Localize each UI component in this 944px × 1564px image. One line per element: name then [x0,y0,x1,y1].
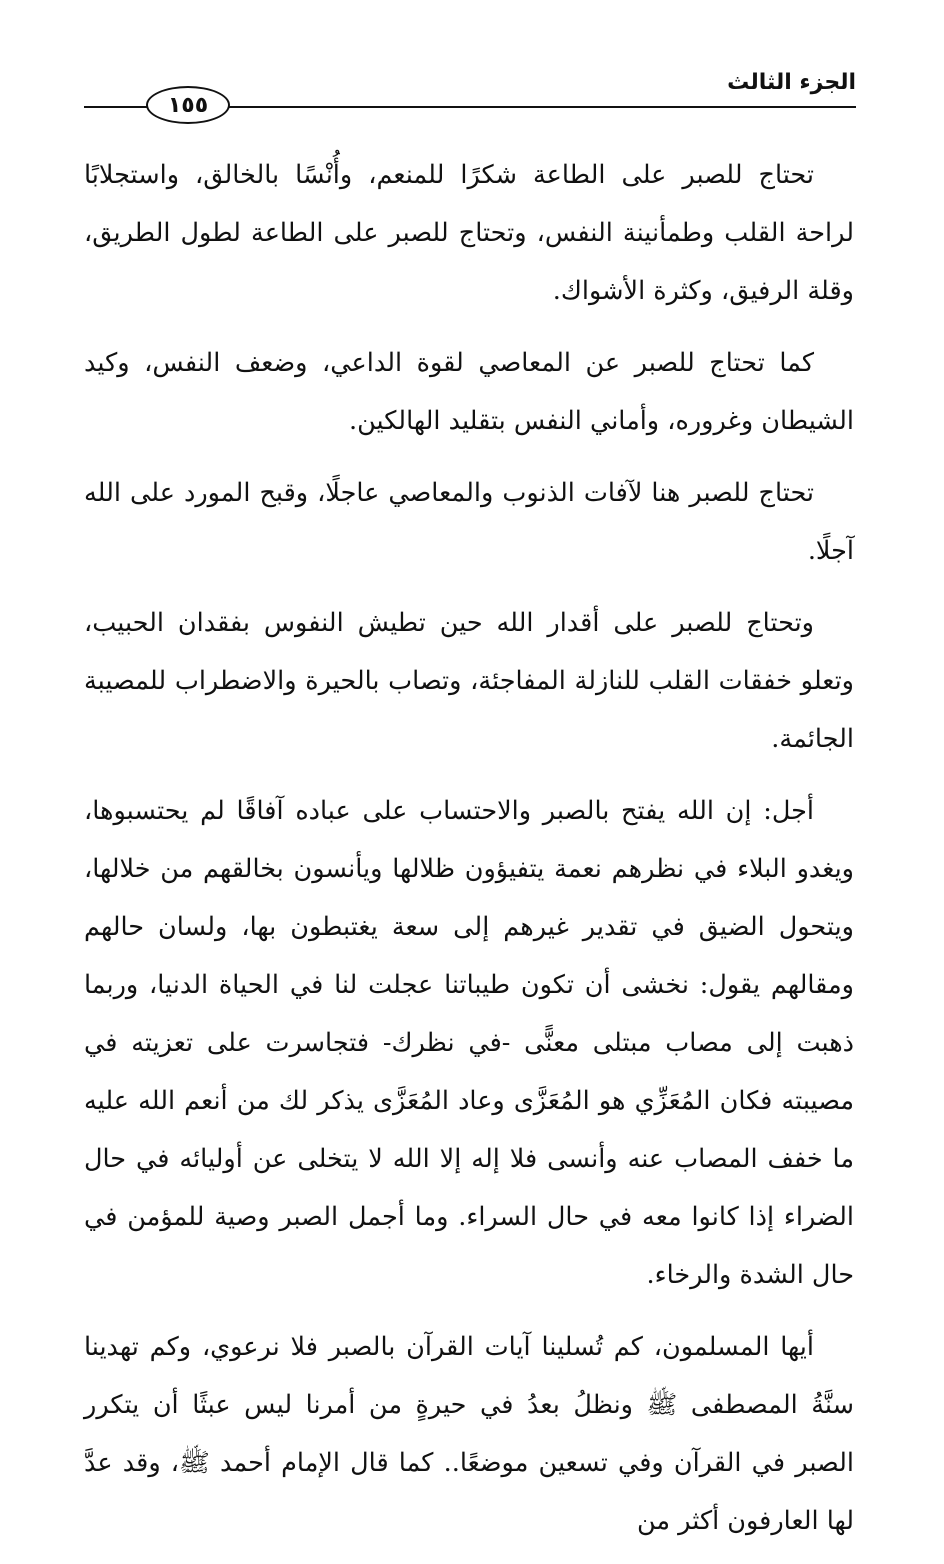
paragraph: أجل: إن الله يفتح بالصبر والاحتساب على عباده آفاقًا لم يحتسبوها، ويغدو البلاء في نظرهم نعمة يتفيؤون ظلالها ويأنسون بخالقهم من خلالها، ويتحول الضيق في تقدير غيرهم إلى سعة يغتبطون بها، ولسان حالهم ومقالهم يقول: نخشى أن تكون طيباتنا عجلت لنا في الحياة الدنيا، وربما ذهبت إلى مصاب مبتلى معنًّى -في نظرك- فتجاسرت على تعزيته في مصيبته فكان المُعَزِّي هو المُعَزَّى وعاد المُعَزَّى يذكر لك من أنعم الله عليه ما خفف المصاب عنه وأنسى فلا إله إلا الله لا يتخلى عن أوليائه في حال الضراء إذا كانوا معه في حال السراء. وما أجمل الصبر وصية للمؤمن في حال الشدة والرخاء. [84,796,854,1290]
page-header [84,62,856,122]
paragraph: كما تحتاج للصبر عن المعاصي لقوة الداعي، وضعف النفس، وكيد الشيطان وغروره، وأماني النفس بتقليد الهالكين. [84,348,854,436]
body-text [84,146,854,1564]
page-number: ١٥٥ [146,86,230,124]
paragraph: تحتاج للصبر على الطاعة شكرًا للمنعم، وأُنْسًا بالخالق، واستجلابًا لراحة القلب وطمأنينة النفس، وتحتاج للصبر على الطاعة لطول الطريق، وقلة الرفيق، وكثرة الأشواك. [84,160,854,306]
running-title: الجزء الثالث [727,70,856,95]
paragraph: وتحتاج للصبر على أقدار الله حين تطيش النفوس بفقدان الحبيب، وتعلو خفقات القلب للنازلة المفاجئة، وتصاب بالحيرة والاضطراب للمصيبة الجائمة. [84,608,854,754]
paragraph: تحتاج للصبر هنا لآفات الذنوب والمعاصي عاجلًا، وقبح المورد على الله آجلًا. [84,478,854,566]
paragraph: أيها المسلمون، كم تُسلينا آيات القرآن بالصبر فلا نرعوي، وكم تهدينا سنَّةُ المصطفى ﷺ ونظلُ بعدُ في حيرةٍ من أمرنا ليس عبثًا أن يتكرر الصبر في القرآن وفي تسعين موضعًا.. كما قال الإمام أحمد ﷺ، وقد عدَّ لها العارفون أكثر من [84,1332,854,1536]
